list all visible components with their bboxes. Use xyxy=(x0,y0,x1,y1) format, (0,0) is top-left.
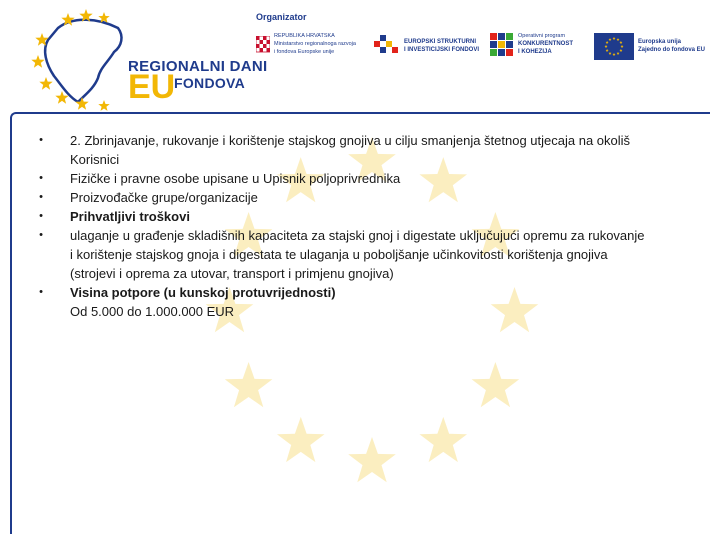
ministry-line-2: Ministarstvo regionalnoga razvoja xyxy=(274,41,356,47)
bullet-item xyxy=(36,226,686,283)
bullet-line: Visina potpore (u kunskoj protuvrijednosti) xyxy=(70,285,336,300)
bullet-dot: • xyxy=(39,172,43,184)
op-line-1: Operativni program xyxy=(518,33,566,39)
bullet-line: Korisnici xyxy=(70,152,120,167)
eu-logo xyxy=(594,33,712,61)
logo-star xyxy=(31,55,44,68)
eu-flag-icon xyxy=(594,33,634,60)
bullet-line: Proizvođačke grupe/organizacije xyxy=(70,190,258,205)
bullet-item xyxy=(36,169,686,188)
bullet-dot: • xyxy=(39,286,43,298)
organizer-label: Organizator xyxy=(256,12,307,22)
eu-line-1: Europska unija xyxy=(638,39,682,45)
bullet-item xyxy=(36,283,686,321)
logo-title: REGIONALNI DANI xyxy=(128,58,268,75)
bullet-line: (strojevi i oprema za utovar, transport i primjenu gnojiva) xyxy=(70,266,394,281)
esif-line-1: EUROPSKI STRUKTURNI xyxy=(404,39,477,45)
logo-fondova: FONDOVA xyxy=(174,75,246,91)
op-line-3: I KOHEZIJA xyxy=(518,49,552,55)
regionalni-dani-logo xyxy=(28,6,268,116)
bullet-line: Od 5.000 do 1.000.000 EUR xyxy=(70,304,235,319)
esif-icon xyxy=(374,35,400,57)
op-competitiveness-icon xyxy=(490,33,514,57)
logo-star xyxy=(98,100,109,111)
bullet-item xyxy=(36,207,686,226)
bullet-dot: • xyxy=(39,134,43,146)
bullet-list xyxy=(36,131,686,321)
logo-eu: EU xyxy=(128,68,176,106)
bullet-item xyxy=(36,188,686,207)
op-logo xyxy=(490,33,590,61)
bullet-line: Prihvatljivi troškovi xyxy=(70,209,190,224)
bullet-line: ulaganje u građenje skladišnih kapaciteta za stajski gnoj i digestate uključujući opremu za rukovanje xyxy=(70,228,645,243)
bullet-dot: • xyxy=(39,229,43,241)
esif-logo xyxy=(374,33,482,61)
ministry-line-3: i fondova Europske unije xyxy=(274,49,335,55)
eu-line-2: Zajedno do fondova EU xyxy=(638,47,705,53)
bullet-dot: • xyxy=(39,191,43,203)
op-line-2: KONKURENTNOST xyxy=(518,41,573,47)
croatian-coat-of-arms-icon xyxy=(256,36,270,54)
logo-star xyxy=(39,77,52,90)
bullet-dot: • xyxy=(39,210,43,222)
bullet-item xyxy=(36,131,686,169)
croatia-map-stars-icon xyxy=(28,6,138,116)
ministry-logo xyxy=(256,33,366,61)
bullet-line: i korištenje stajskog gnoja i digestata te ulaganja u poboljšanje učinkovitosti korištenja gnojiva xyxy=(70,247,608,262)
esif-line-2: I INVESTICIJSKI FONDOVI xyxy=(404,47,480,53)
logo-star xyxy=(75,97,88,110)
ministry-line-1: REPUBLIKA HRVATSKA xyxy=(274,33,335,39)
bullet-line: Fizičke i pravne osobe upisane u Upisnik poljoprivrednika xyxy=(70,171,401,186)
bullet-line: 2. Zbrinjavanje, rukovanje i korištenje stajskog gnojiva u cilju smanjenja štetnog utjecaja na okoliš xyxy=(70,133,631,148)
